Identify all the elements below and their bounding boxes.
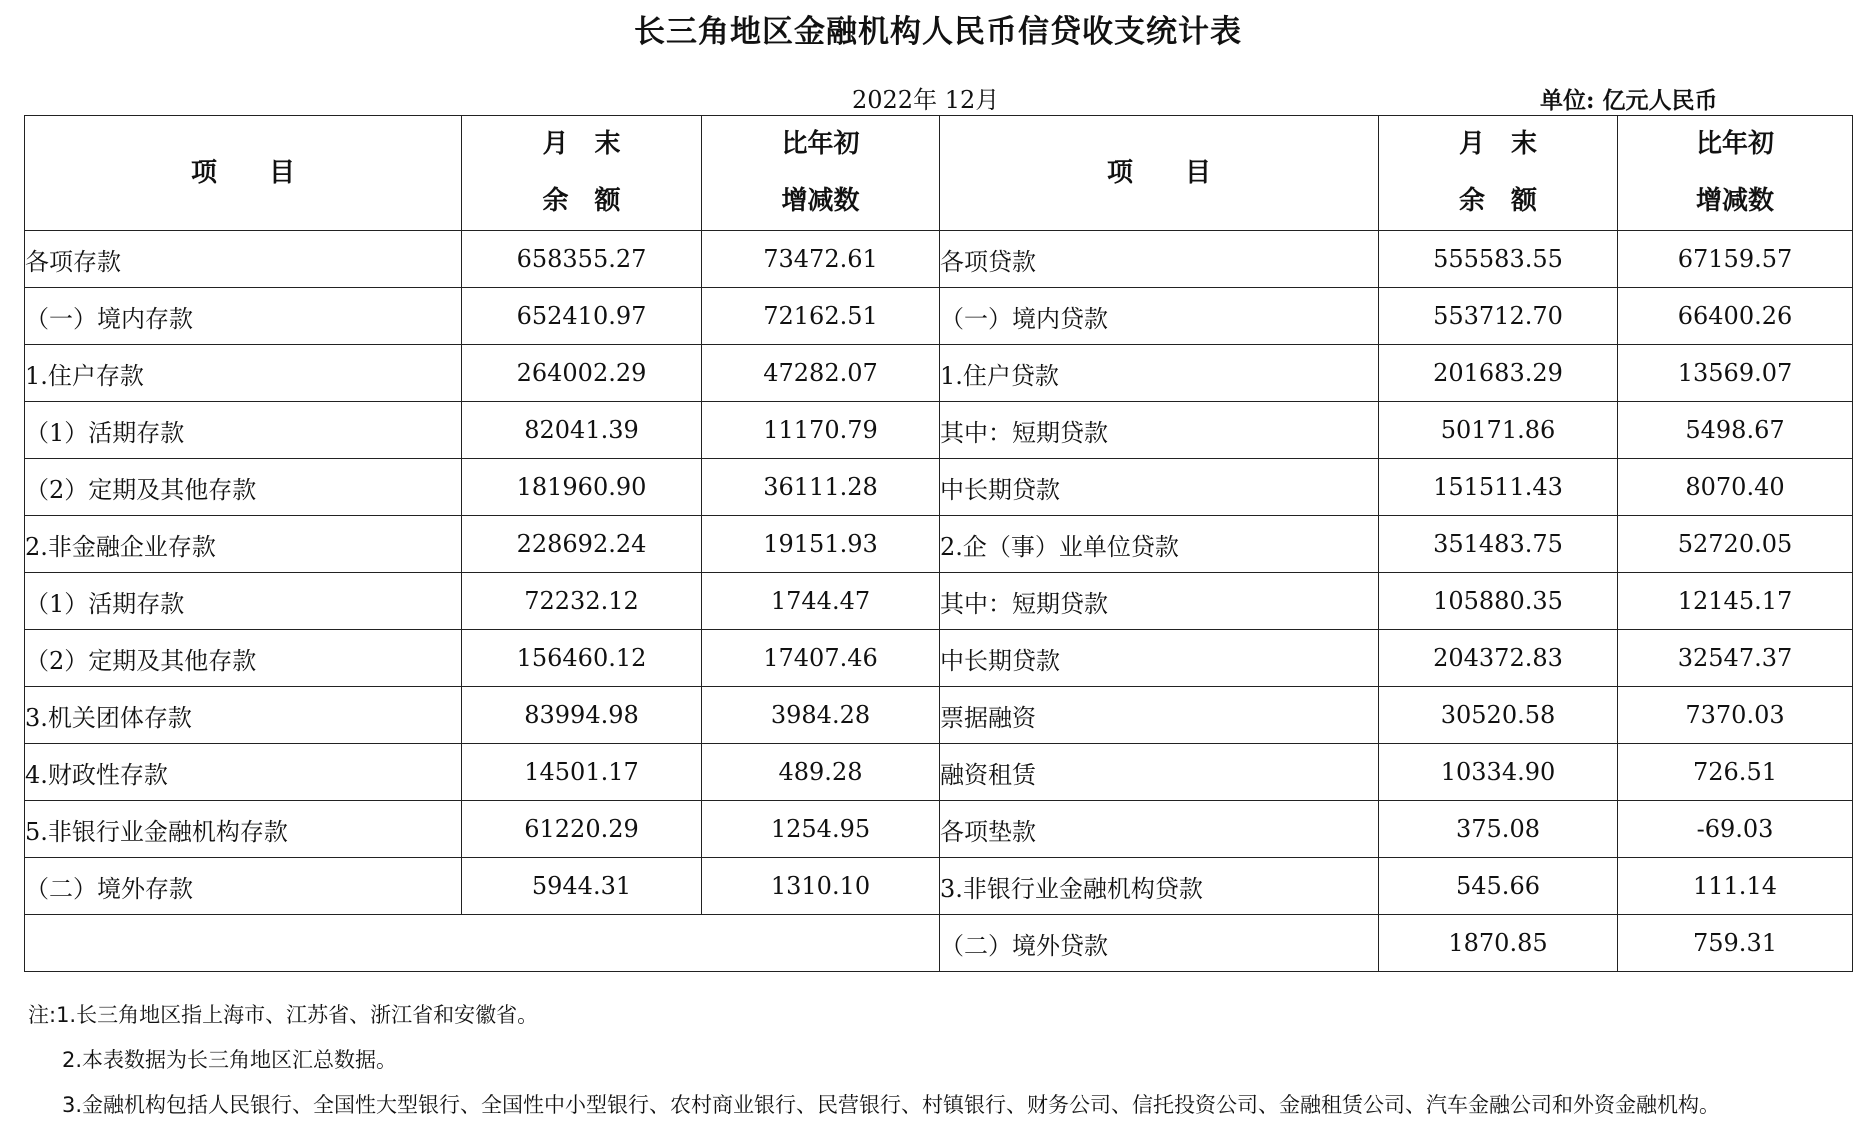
loan-balance: 553712.70 [1379,288,1618,345]
header-change-right [1618,116,1853,231]
loan-item-label: 其中：短期贷款 [940,573,1379,630]
deposit-item-label: 各项存款 [25,231,462,288]
deposit-item-label: （2）定期及其他存款 [25,459,462,516]
loan-item-label: 其中：短期贷款 [940,402,1379,459]
loan-balance: 30520.58 [1379,687,1618,744]
loan-item-label: 各项垫款 [940,801,1379,858]
deposit-change: 17407.46 [702,630,940,687]
deposit-item-label: （1）活期存款 [25,573,462,630]
deposit-change: 3984.28 [702,687,940,744]
loan-item-label: 融资租赁 [940,744,1379,801]
deposit-balance: 61220.29 [462,801,702,858]
loan-change: 12145.17 [1618,573,1853,630]
header-item-left: 项 目 [25,116,462,231]
loan-change: 726.51 [1618,744,1853,801]
table-title: 长三角地区金融机构人民币信贷收支统计表 [634,14,1242,50]
header-change-line1: 比年初 [1695,129,1774,159]
deposit-change: 19151.93 [702,516,940,573]
deposit-change: 73472.61 [702,231,940,288]
loan-balance: 1870.85 [1379,915,1618,972]
loan-balance: 50171.86 [1379,402,1618,459]
loan-change: 66400.26 [1618,288,1853,345]
deposit-item-label: 2.非金融企业存款 [25,516,462,573]
table-row [25,402,1853,459]
loan-item-label: 票据融资 [940,687,1379,744]
loan-item-label: 中长期贷款 [940,630,1379,687]
deposit-balance: 83994.98 [462,687,702,744]
loan-item-label: 3.非银行业金融机构贷款 [940,858,1379,915]
deposit-change: 1254.95 [702,801,940,858]
header-change-line2: 增减数 [781,186,860,216]
deposit-balance: 658355.27 [462,231,702,288]
deposit-balance: 181960.90 [462,459,702,516]
table-row [25,801,1853,858]
deposit-item-label: 4.财政性存款 [25,744,462,801]
loan-change: 8070.40 [1618,459,1853,516]
deposit-change: 11170.79 [702,402,940,459]
loan-change: 52720.05 [1618,516,1853,573]
credit-statistics-table [24,115,1853,972]
loan-balance: 375.08 [1379,801,1618,858]
loan-change: 111.14 [1618,858,1853,915]
loan-item-label: 各项贷款 [940,231,1379,288]
deposit-item-label: （2）定期及其他存款 [25,630,462,687]
deposit-change: 489.28 [702,744,940,801]
header-balance-line2: 余 额 [542,186,621,216]
deposit-balance: 5944.31 [462,858,702,915]
loan-item-label: 1.住户贷款 [940,345,1379,402]
loan-balance: 555583.55 [1379,231,1618,288]
deposit-item-label: 3.机关团体存款 [25,687,462,744]
table-row [25,573,1853,630]
loan-balance: 10334.90 [1379,744,1618,801]
loan-item-label: （二）境外贷款 [940,915,1379,972]
loan-item-label: （一）境内贷款 [940,288,1379,345]
footnotes [28,1002,1720,1137]
deposit-balance: 228692.24 [462,516,702,573]
loan-balance: 201683.29 [1379,345,1618,402]
loan-balance: 105880.35 [1379,573,1618,630]
header-balance-left [462,116,702,231]
deposit-change: 1744.47 [702,573,940,630]
loan-change: -69.03 [1618,801,1853,858]
deposit-change: 36111.28 [702,459,940,516]
deposit-item-label: （一）境内存款 [25,288,462,345]
table-row [25,915,1853,972]
deposit-item-label: 1.住户存款 [25,345,462,402]
deposit-change: 72162.51 [702,288,940,345]
table-row [25,345,1853,402]
deposit-balance: 156460.12 [462,630,702,687]
deposit-item-label: （1）活期存款 [25,402,462,459]
deposit-balance: 652410.97 [462,288,702,345]
loan-change: 759.31 [1618,915,1853,972]
loan-balance: 351483.75 [1379,516,1618,573]
loan-item-label: 中长期贷款 [940,459,1379,516]
header-balance-line2: 余 额 [1458,186,1537,216]
table-row [25,744,1853,801]
table-row [25,687,1853,744]
deposit-change: 1310.10 [702,858,940,915]
header-change-left [702,116,940,231]
loan-item-label: 2.企（事）业单位贷款 [940,516,1379,573]
table-row [25,231,1853,288]
deposit-item-label: 5.非银行业金融机构存款 [25,801,462,858]
footnote: 2.本表数据为长三角地区汇总数据。 [62,1048,398,1072]
loan-change: 32547.37 [1618,630,1853,687]
header-balance-line1: 月 末 [542,129,621,159]
loan-balance: 545.66 [1379,858,1618,915]
deposit-balance: 72232.12 [462,573,702,630]
deposit-balance: 14501.17 [462,744,702,801]
table-row [25,288,1853,345]
loan-balance: 151511.43 [1379,459,1618,516]
table-row [25,858,1853,915]
deposit-balance: 82041.39 [462,402,702,459]
loan-change: 7370.03 [1618,687,1853,744]
loan-change: 13569.07 [1618,345,1853,402]
loan-change: 5498.67 [1618,402,1853,459]
empty-cell [25,915,940,972]
loan-change: 67159.57 [1618,231,1853,288]
table-row [25,459,1853,516]
header-balance-right [1379,116,1618,231]
table-row [25,516,1853,573]
deposit-item-label: （二）境外存款 [25,858,462,915]
footnote: 注:1.长三角地区指上海市、江苏省、浙江省和安徽省。 [28,1003,539,1027]
header-change-line1: 比年初 [781,129,860,159]
deposit-balance: 264002.29 [462,345,702,402]
header-item-right: 项 目 [940,116,1379,231]
loan-balance: 204372.83 [1379,630,1618,687]
footnote: 3.金融机构包括人民银行、全国性大型银行、全国性中小型银行、农村商业银行、民营银行、村镇银行、财务公司、信托投资公司、金融租赁公司、汽车金融公司和外资金融机构。 [62,1093,1721,1117]
deposit-change: 47282.07 [702,345,940,402]
unit-label: 单位: 亿元人民币 [1540,87,1718,114]
table-row [25,630,1853,687]
header-balance-line1: 月 末 [1458,129,1537,159]
header-row [25,116,1853,231]
header-change-line2: 增减数 [1695,186,1774,216]
report-period: 2022年 12月 [852,86,1000,114]
